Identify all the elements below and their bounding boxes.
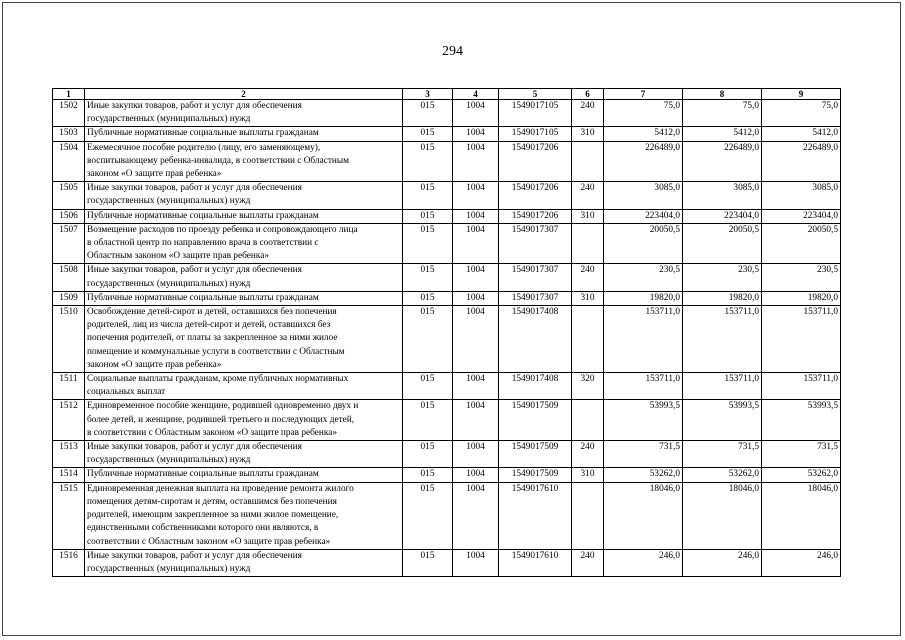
amount-col-8: 153711,0	[683, 306, 762, 373]
section-code: 1004	[453, 441, 499, 468]
ministry-code: 015	[403, 549, 453, 576]
row-description	[85, 468, 403, 482]
description-line: родителей, имеющим закрепленное за ними жилое помещение,	[87, 510, 339, 521]
amount-col-7: 153711,0	[604, 306, 683, 373]
header-row	[53, 89, 841, 100]
section-code: 1004	[453, 182, 499, 209]
row-number: 1516	[53, 549, 85, 576]
ministry-code: 015	[403, 223, 453, 264]
amount-col-9: 230,5	[762, 264, 841, 291]
expense-type-code: 310	[572, 291, 604, 305]
description-line: воспитывающему ребенка-инвалида, в соответствии с Областным	[87, 155, 349, 166]
target-article-code: 1549017105	[499, 100, 572, 127]
column-header: 5	[499, 89, 572, 100]
description-line: помещения детям-сиротам и детям, оставшимся без попечения	[87, 496, 337, 507]
amount-col-9: 75,0	[762, 100, 841, 127]
amount-col-9: 3085,0	[762, 182, 841, 209]
section-code: 1004	[453, 100, 499, 127]
table-row	[53, 441, 841, 468]
amount-col-7: 226489,0	[604, 141, 683, 182]
column-header: 8	[683, 89, 762, 100]
amount-col-9: 153711,0	[762, 373, 841, 400]
expense-type-code: 310	[572, 468, 604, 482]
row-number: 1512	[53, 400, 85, 441]
page-number: 294	[442, 44, 463, 59]
amount-col-7: 75,0	[604, 100, 683, 127]
amount-col-8: 20050,5	[683, 223, 762, 264]
section-code: 1004	[453, 549, 499, 576]
ministry-code: 015	[403, 100, 453, 127]
ministry-code: 015	[403, 291, 453, 305]
description-line: государственных (муниципальных) нужд	[87, 455, 251, 466]
expense-type-code	[572, 400, 604, 441]
row-description	[85, 264, 403, 291]
ministry-code: 015	[403, 400, 453, 441]
column-header: 2	[85, 89, 403, 100]
description-line: соответствии с Областным законом «О защите прав ребенка»	[87, 536, 331, 547]
row-number: 1514	[53, 468, 85, 482]
target-article-code: 1549017509	[499, 441, 572, 468]
amount-col-9: 223404,0	[762, 209, 841, 223]
expense-type-code: 240	[572, 549, 604, 576]
description-line: государственных (муниципальных) нужд	[87, 278, 251, 289]
expense-type-code: 240	[572, 100, 604, 127]
ministry-code: 015	[403, 127, 453, 141]
row-number: 1508	[53, 264, 85, 291]
amount-col-7: 3085,0	[604, 182, 683, 209]
ministry-code: 015	[403, 209, 453, 223]
row-number: 1509	[53, 291, 85, 305]
section-code: 1004	[453, 482, 499, 549]
amount-col-9: 153711,0	[762, 306, 841, 373]
expense-type-code: 240	[572, 264, 604, 291]
target-article-code: 1549017206	[499, 182, 572, 209]
description-line: Иные закупки товаров, работ и услуг для обеспечения	[87, 442, 302, 453]
description-line: государственных (муниципальных) нужд	[87, 196, 251, 207]
ministry-code: 015	[403, 264, 453, 291]
target-article-code: 1549017105	[499, 127, 572, 141]
row-number: 1507	[53, 223, 85, 264]
amount-col-7: 731,5	[604, 441, 683, 468]
section-code: 1004	[453, 209, 499, 223]
description-line: Областным законом «О защите прав ребенка»	[87, 251, 269, 262]
amount-col-9: 226489,0	[762, 141, 841, 182]
table-row	[53, 482, 841, 549]
column-header: 9	[762, 89, 841, 100]
expense-type-code	[572, 482, 604, 549]
row-number: 1504	[53, 141, 85, 182]
row-number: 1502	[53, 100, 85, 127]
column-header: 1	[53, 89, 85, 100]
amount-col-8: 5412,0	[683, 127, 762, 141]
target-article-code: 1549017610	[499, 482, 572, 549]
amount-col-7: 53993,5	[604, 400, 683, 441]
description-line: более детей, и женщине, родившей третьего и последующих детей,	[87, 414, 355, 425]
section-code: 1004	[453, 127, 499, 141]
amount-col-8: 246,0	[683, 549, 762, 576]
row-number: 1506	[53, 209, 85, 223]
table-row	[53, 182, 841, 209]
amount-col-9: 731,5	[762, 441, 841, 468]
description-line: законом «О защите прав ребенка»	[87, 169, 222, 180]
amount-col-8: 53262,0	[683, 468, 762, 482]
description-line: единственными собственниками которого они являются, в	[87, 523, 319, 534]
target-article-code: 1549017408	[499, 306, 572, 373]
description-line: Единовременное пособие женщине, родившей одновременно двух и	[87, 401, 359, 412]
row-description	[85, 373, 403, 400]
target-article-code: 1549017307	[499, 291, 572, 305]
amount-col-7: 53262,0	[604, 468, 683, 482]
amount-col-7: 18046,0	[604, 482, 683, 549]
amount-col-8: 226489,0	[683, 141, 762, 182]
expense-type-code: 310	[572, 127, 604, 141]
column-header: 4	[453, 89, 499, 100]
row-description	[85, 291, 403, 305]
expense-type-code: 310	[572, 209, 604, 223]
budget-table	[52, 88, 841, 577]
amount-col-9: 5412,0	[762, 127, 841, 141]
amount-col-9: 20050,5	[762, 223, 841, 264]
row-description	[85, 223, 403, 264]
row-number: 1505	[53, 182, 85, 209]
description-line: Освобождение детей-сирот и детей, оставшихся без попечения	[87, 307, 337, 318]
target-article-code: 1549017307	[499, 264, 572, 291]
expense-type-code: 320	[572, 373, 604, 400]
table-row	[53, 468, 841, 482]
column-header: 7	[604, 89, 683, 100]
column-header: 3	[403, 89, 453, 100]
section-code: 1004	[453, 291, 499, 305]
row-number: 1515	[53, 482, 85, 549]
table-row	[53, 141, 841, 182]
ministry-code: 015	[403, 468, 453, 482]
target-article-code: 1549017206	[499, 141, 572, 182]
section-code: 1004	[453, 141, 499, 182]
row-description	[85, 400, 403, 441]
amount-col-9: 53993,5	[762, 400, 841, 441]
target-article-code: 1549017408	[499, 373, 572, 400]
amount-col-7: 5412,0	[604, 127, 683, 141]
description-line: законом «О защите прав ребенка»	[87, 359, 222, 370]
table-row	[53, 373, 841, 400]
ministry-code: 015	[403, 441, 453, 468]
amount-col-7: 19820,0	[604, 291, 683, 305]
description-line: государственных (муниципальных) нужд	[87, 563, 251, 574]
row-description	[85, 549, 403, 576]
section-code: 1004	[453, 373, 499, 400]
description-line: Социальные выплаты гражданам, кроме публичных нормативных	[87, 374, 349, 385]
table-row	[53, 291, 841, 305]
description-line: Публичные нормативные социальные выплаты гражданам	[87, 210, 319, 221]
amount-col-9: 246,0	[762, 549, 841, 576]
expense-type-code	[572, 141, 604, 182]
row-number: 1510	[53, 306, 85, 373]
row-description	[85, 209, 403, 223]
ministry-code: 015	[403, 373, 453, 400]
description-line: Иные закупки товаров, работ и услуг для обеспечения	[87, 265, 302, 276]
row-description	[85, 127, 403, 141]
description-line: в соответствии с Областным законом «О защите прав ребенка»	[87, 427, 337, 438]
amount-col-8: 3085,0	[683, 182, 762, 209]
amount-col-9: 19820,0	[762, 291, 841, 305]
amount-col-7: 223404,0	[604, 209, 683, 223]
amount-col-8: 731,5	[683, 441, 762, 468]
row-description	[85, 306, 403, 373]
amount-col-8: 19820,0	[683, 291, 762, 305]
table-row	[53, 549, 841, 576]
amount-col-9: 18046,0	[762, 482, 841, 549]
description-line: Публичные нормативные социальные выплаты гражданам	[87, 292, 319, 303]
expense-type-code	[572, 223, 604, 264]
amount-col-8: 53993,5	[683, 400, 762, 441]
section-code: 1004	[453, 306, 499, 373]
description-line: Публичные нормативные социальные выплаты гражданам	[87, 469, 319, 480]
amount-col-7: 153711,0	[604, 373, 683, 400]
row-description	[85, 141, 403, 182]
target-article-code: 1549017509	[499, 468, 572, 482]
description-line: Единовременная денежная выплата на проведение ремонта жилого	[87, 483, 354, 494]
amount-col-7: 246,0	[604, 549, 683, 576]
table-row	[53, 306, 841, 373]
target-article-code: 1549017509	[499, 400, 572, 441]
description-line: Иные закупки товаров, работ и услуг для обеспечения	[87, 550, 302, 561]
row-description	[85, 100, 403, 127]
row-description	[85, 182, 403, 209]
column-header: 6	[572, 89, 604, 100]
ministry-code: 015	[403, 182, 453, 209]
section-code: 1004	[453, 468, 499, 482]
target-article-code: 1549017307	[499, 223, 572, 264]
table-row	[53, 209, 841, 223]
description-line: в областной центр по направлению врача в соответствии с	[87, 238, 319, 249]
section-code: 1004	[453, 223, 499, 264]
description-line: помещение и коммунальные услуги в соответствии с Областным	[87, 346, 345, 357]
table-row	[53, 400, 841, 441]
section-code: 1004	[453, 264, 499, 291]
amount-col-8: 230,5	[683, 264, 762, 291]
row-number: 1511	[53, 373, 85, 400]
description-line: Ежемесячное пособие родителю (лицу, его заменяющему),	[87, 142, 321, 153]
table-row	[53, 223, 841, 264]
row-description	[85, 482, 403, 549]
description-line: родителей, лиц из числа детей-сирот и детей, оставшихся без	[87, 320, 331, 331]
description-line: Возмещение расходов по проезду ребенка и сопровождающего лица	[87, 224, 358, 235]
amount-col-7: 20050,5	[604, 223, 683, 264]
row-number: 1503	[53, 127, 85, 141]
description-line: социальных выплат	[87, 387, 166, 398]
expense-type-code	[572, 306, 604, 373]
amount-col-8: 223404,0	[683, 209, 762, 223]
target-article-code: 1549017206	[499, 209, 572, 223]
table-row	[53, 264, 841, 291]
row-description	[85, 441, 403, 468]
description-line: Иные закупки товаров, работ и услуг для обеспечения	[87, 101, 302, 111]
amount-col-9: 53262,0	[762, 468, 841, 482]
description-line: попечения родителей, от платы за закрепленное за ними жилое	[87, 333, 338, 344]
amount-col-8: 75,0	[683, 100, 762, 127]
amount-col-7: 230,5	[604, 264, 683, 291]
section-code: 1004	[453, 400, 499, 441]
row-number: 1513	[53, 441, 85, 468]
ministry-code: 015	[403, 482, 453, 549]
expense-type-code: 240	[572, 441, 604, 468]
table-row	[53, 127, 841, 141]
expense-type-code: 240	[572, 182, 604, 209]
ministry-code: 015	[403, 141, 453, 182]
description-line: Иные закупки товаров, работ и услуг для обеспечения	[87, 183, 302, 194]
target-article-code: 1549017610	[499, 549, 572, 576]
description-line: Публичные нормативные социальные выплаты гражданам	[87, 128, 319, 139]
description-line: государственных (муниципальных) нужд	[87, 114, 251, 125]
amount-col-8: 153711,0	[683, 373, 762, 400]
table-row	[53, 100, 841, 127]
ministry-code: 015	[403, 306, 453, 373]
amount-col-8: 18046,0	[683, 482, 762, 549]
